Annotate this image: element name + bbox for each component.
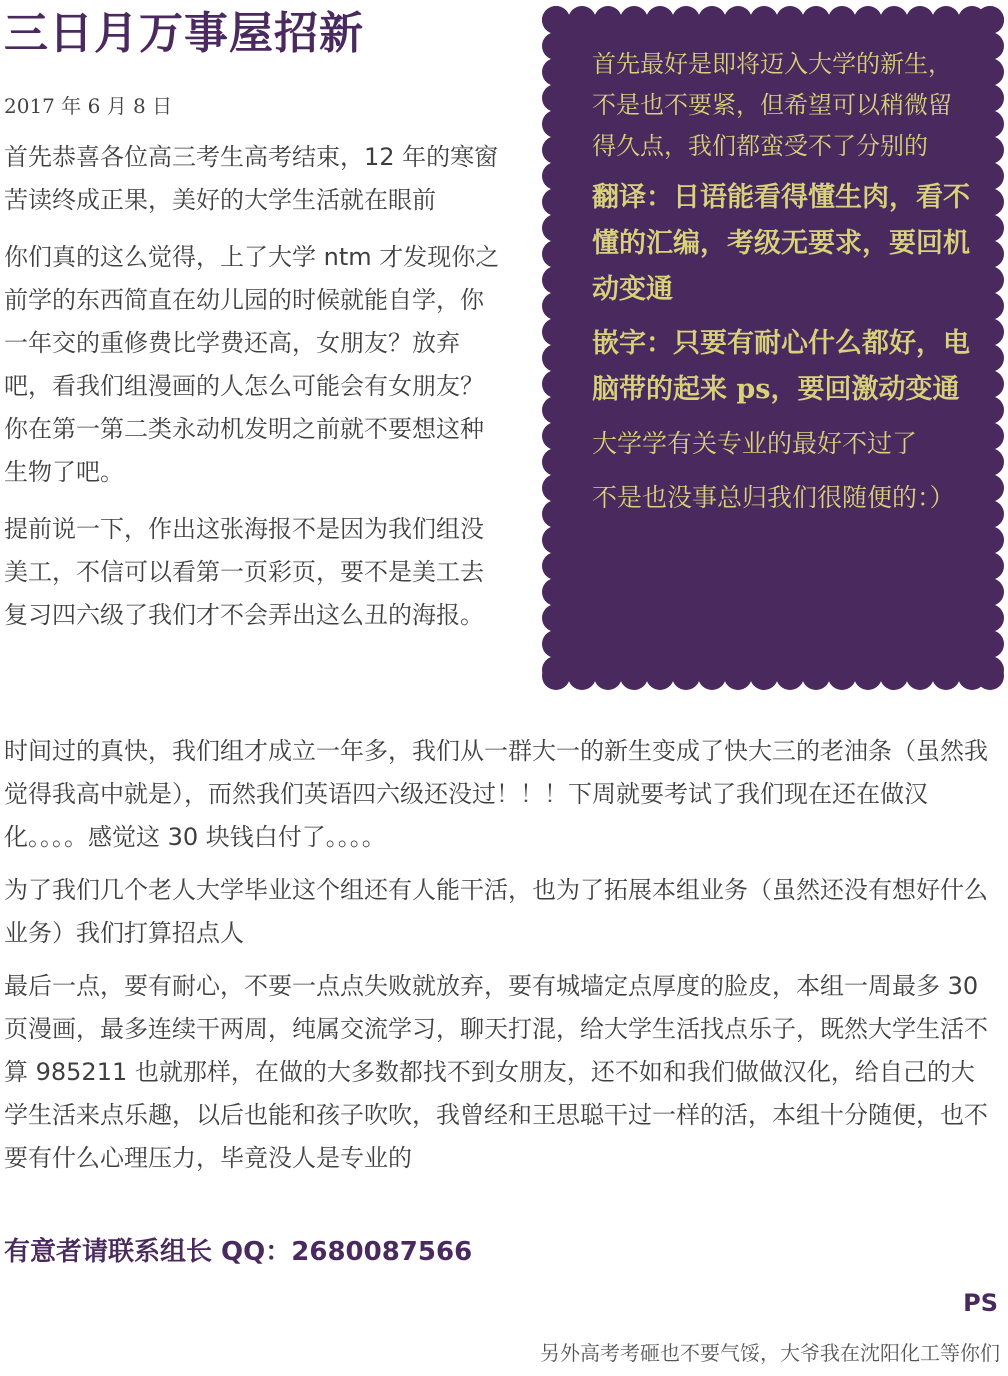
footnote: 另外高考考砸也不要气馁，大爷我在沈阳化工等你们 xyxy=(540,1341,1000,1365)
body-paragraph: 时间过的真快，我们组才成立一年多，我们从一群大一的新生变成了快大三的老油条（虽然我觉得我高中就是），而然我们英语四六级还没过！！！下周就要考试了我们现在还在做汉化。。。。感觉这 30 块钱白付了。。。。 xyxy=(4,737,988,851)
intro-paragraph: 提前说一下，作出这张海报不是因为我们组没美工，不信可以看第一页彩页，要不是美工去复习四六级了我们才不会弄出这么丑的海报。 xyxy=(4,515,484,629)
requirement-casual: 不是也没事总归我们很随便的：） xyxy=(592,483,955,512)
requirements-box xyxy=(542,6,1004,690)
ps-label: PS xyxy=(963,1289,998,1317)
post-date: 2017 年 6 月 8 日 xyxy=(4,94,173,118)
requirement-translation: 翻译：日语能看得懂生肉，看不懂的汇编，考级无要求，要回机动变通 xyxy=(592,182,970,305)
contact-info: 有意者请联系组长 QQ：2680087566 xyxy=(4,1237,473,1267)
requirements-text xyxy=(592,44,972,529)
requirement-major: 大学学有关专业的最好不过了 xyxy=(592,429,918,458)
body-section xyxy=(4,730,996,1190)
intro-paragraph: 首先恭喜各位高三考生高考结束，12 年的寒窗苦读终成正果，美好的大学生活就在眼前 xyxy=(4,143,499,214)
body-paragraph: 为了我们几个老人大学毕业这个组还有人能干活，也为了拓展本组业务（虽然还没有想好什么业务）我们打算招点人 xyxy=(4,876,988,947)
intro-paragraph: 你们真的这么觉得，上了大学 ntm 才发现你之前学的东西简直在幼儿园的时候就能自学，你一年交的重修费比学费还高，女朋友？放弃吧，看我们组漫画的人怎么可能会有女朋友？你在第一第二类永动机发明之前就不要想这种生物了吧。 xyxy=(4,243,500,486)
intro-section xyxy=(4,136,504,651)
requirement-intro: 首先最好是即将迈入大学的新生，不是也不要紧，但希望可以稍微留得久点，我们都蛮受不了分别的 xyxy=(592,50,952,160)
requirement-typesetting: 嵌字：只要有耐心什么都好，电脑带的起来 ps，要回激动变通 xyxy=(592,328,970,405)
body-paragraph: 最后一点，要有耐心，不要一点点失败就放弃，要有城墙定点厚度的脸皮，本组一周最多 30 页漫画，最多连续干两周，纯属交流学习，聊天打混，给大学生活找点乐子，既然大学生活不算 985211 也就那样，在做的大多数都找不到女朋友，还不如和我们做做汉化，给自己的大学生活来点乐趣，以后也能和孩子吹吹，我曾经和王思聪干过一样的活，本组十分随便，也不要有什么心理压力，毕竟没人是专业的 xyxy=(4,972,988,1172)
page-title: 三日月万事屋招新 xyxy=(4,8,364,59)
